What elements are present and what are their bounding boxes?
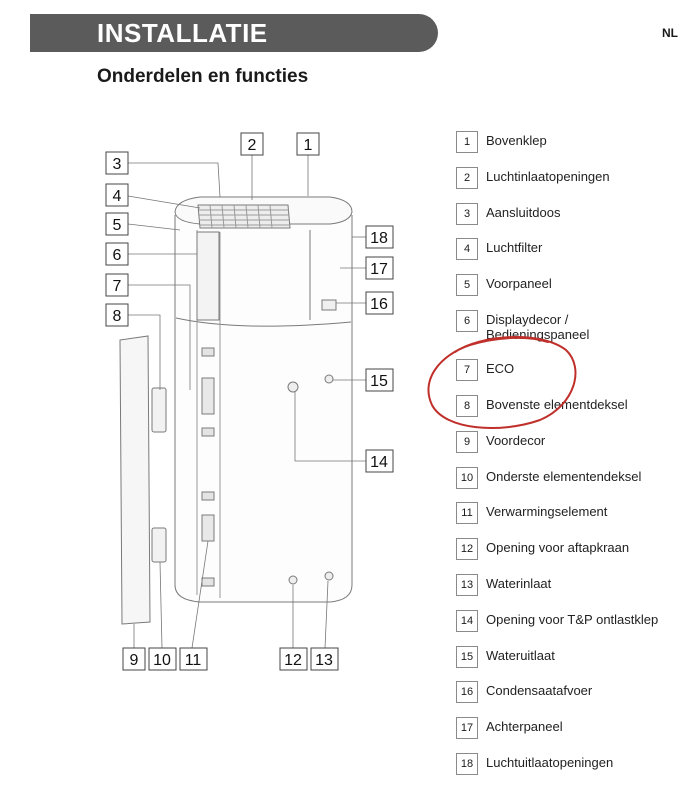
legend-number: 16 — [456, 681, 478, 703]
legend-number: 11 — [456, 502, 478, 524]
callout-17: 17 — [370, 261, 388, 278]
legend-number: 14 — [456, 610, 478, 632]
callout-3: 3 — [112, 156, 122, 173]
legend-label: Luchtinlaatopeningen — [486, 169, 610, 184]
legend-label: Wateruitlaat — [486, 648, 555, 663]
legend-number: 7 — [456, 359, 478, 381]
legend-number: 9 — [456, 431, 478, 453]
legend-label: Condensaatafvoer — [486, 683, 593, 698]
legend-label: Bovenklep — [486, 133, 547, 148]
legend-label: ECO — [486, 361, 515, 376]
callout-10: 10 — [153, 652, 171, 669]
callout-14: 14 — [370, 454, 388, 471]
legend-number: 1 — [456, 131, 478, 153]
legend-label: Luchtuitlaatopeningen — [486, 755, 614, 770]
legend-number: 5 — [456, 274, 478, 296]
legend-label: Voordecor — [486, 433, 546, 448]
legend-number: 13 — [456, 574, 478, 596]
legend-number: 15 — [456, 646, 478, 668]
legend-number: 18 — [456, 753, 478, 775]
callout-1: 1 — [303, 137, 313, 154]
callout-8: 8 — [112, 308, 122, 325]
legend-number: 3 — [456, 203, 478, 225]
legend-number: 2 — [456, 167, 478, 189]
legend-label: Luchtfilter — [486, 240, 543, 255]
page-title: INSTALLATIE — [97, 18, 268, 48]
callout-16: 16 — [370, 296, 388, 313]
legend-label: Aansluitdoos — [486, 205, 561, 220]
callout-15: 15 — [370, 373, 388, 390]
legend-label: Verwarmingselement — [486, 504, 608, 519]
legend-number: 10 — [456, 467, 478, 489]
legend-number: 12 — [456, 538, 478, 560]
callout-5: 5 — [112, 217, 122, 234]
legend-label: Waterinlaat — [486, 576, 552, 591]
callout-12: 12 — [284, 652, 302, 669]
legend-label: Bovenste elementdeksel — [486, 397, 628, 412]
legend-label: Achterpaneel — [486, 719, 563, 734]
callout-11: 11 — [184, 652, 202, 669]
legend-label: Opening voor T&P ontlastklep — [486, 612, 659, 627]
callout-18: 18 — [370, 230, 388, 247]
legend-label: Displaydecor / — [486, 312, 569, 327]
legend-label: Opening voor aftapkraan — [486, 540, 630, 555]
callout-7: 7 — [112, 278, 122, 295]
legend-number: 17 — [456, 717, 478, 739]
legend-label-line2: Bedieningspaneel — [486, 327, 590, 342]
callout-13: 13 — [315, 652, 333, 669]
legend-label: Onderste elementendeksel — [486, 469, 642, 484]
language-code: NL — [662, 26, 678, 40]
legend-number: 4 — [456, 238, 478, 260]
callout-9: 9 — [129, 652, 139, 669]
legend-number: 8 — [456, 395, 478, 417]
legend-label: Voorpaneel — [486, 276, 552, 291]
section-subtitle: Onderdelen en functies — [97, 66, 309, 87]
callout-4: 4 — [112, 188, 122, 205]
callout-2: 2 — [247, 137, 257, 154]
callout-6: 6 — [112, 247, 122, 264]
legend-number: 6 — [456, 310, 478, 332]
